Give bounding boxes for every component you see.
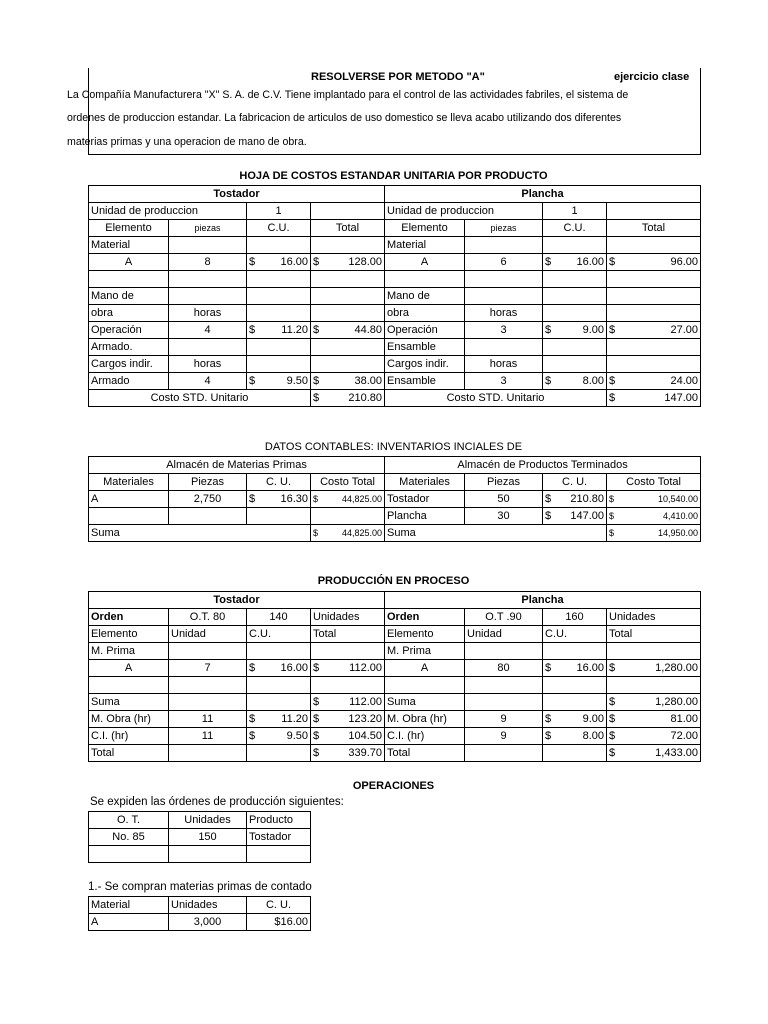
cell-qty: 7 — [169, 660, 247, 677]
cell-qty: 3 — [465, 373, 543, 390]
cell-cu: $ 16.00 — [247, 254, 311, 271]
cell-total: $ 81.00 — [607, 711, 701, 728]
cell-cu: $16.00 — [247, 914, 311, 931]
cell-qty: 50 — [465, 491, 543, 508]
column-header: Total — [311, 626, 385, 643]
units-value: 140 — [247, 609, 311, 626]
section-header: Almacén de Materias Primas — [89, 457, 385, 474]
table-row — [89, 711, 701, 728]
cell-ot: No. 85 — [89, 829, 169, 846]
purchase-table — [88, 896, 311, 931]
column-header: Unidades — [169, 812, 247, 829]
unidad-label: Unidad de produccion — [385, 203, 543, 220]
cell-total: $ 128.00 — [311, 254, 385, 271]
mprima-label: M. Prima — [385, 643, 465, 660]
ot-value: O.T. 80 — [169, 609, 247, 626]
column-header: Materiales — [89, 474, 169, 491]
cell-cu: $ 147.00 — [543, 508, 607, 525]
cell-material: A — [385, 660, 465, 677]
mano-label: obra — [89, 305, 169, 322]
table-row — [89, 660, 701, 677]
cell-total: $ 1,433.00 — [607, 745, 701, 762]
column-header: Unidad — [169, 626, 247, 643]
table-row — [89, 322, 701, 339]
proceso-title: PRODUCCIÓN EN PROCESO — [317, 575, 470, 587]
unidades-label: Unidades — [607, 609, 701, 626]
table-row — [89, 508, 701, 525]
cell-total: $ 112.00 — [311, 660, 385, 677]
mano-label: Mano de — [89, 288, 169, 305]
column-header: piezas — [169, 220, 247, 237]
cell-qty: 11 — [169, 711, 247, 728]
cell-material: A — [89, 914, 169, 931]
cell-operation: Ensamble — [385, 339, 465, 356]
cell-material: A — [385, 254, 465, 271]
cell-qty: 2,750 — [169, 491, 247, 508]
column-header: Material — [89, 897, 169, 914]
suma-label: Suma — [89, 694, 169, 711]
column-header: Elemento — [89, 626, 169, 643]
costo-std-label: Costo STD. Unitario — [385, 390, 607, 407]
product-header: Tostador — [89, 592, 385, 609]
cell-total: $ 72.00 — [607, 728, 701, 745]
inventarios-title: DATOS CONTABLES: INVENTARIOS INCIALES DE — [264, 441, 523, 453]
cell-total: $ 14,950.00 — [607, 525, 701, 542]
orden-label: Orden — [385, 609, 465, 626]
column-header: Costo Total — [607, 474, 701, 491]
product-header: Plancha — [385, 592, 701, 609]
cell-total: $ 96.00 — [607, 254, 701, 271]
exercise-tag: ejercicio clase — [614, 71, 690, 83]
column-header: C.U. — [247, 626, 311, 643]
cell-total: $ 44,825.00 — [311, 491, 385, 508]
horas-label: horas — [465, 356, 543, 373]
cell-cu: $ 16.00 — [543, 660, 607, 677]
column-header: Total — [311, 220, 385, 237]
cell-cu: $ 8.00 — [543, 728, 607, 745]
mano-label: Mano de — [385, 288, 465, 305]
cargos-label: Cargos indir. — [385, 356, 465, 373]
cell-total: $ 1,280.00 — [607, 660, 701, 677]
suma-label: Suma — [385, 694, 465, 711]
cell-total: $ 44.80 — [311, 322, 385, 339]
intro-box — [67, 68, 701, 155]
cell-qty: 11 — [169, 728, 247, 745]
cell-cu: $ 9.00 — [543, 711, 607, 728]
intro-line-1: La Compañía Manufacturera "X" S. A. de C.V. Tiene implantado para el control de las actividades fabriles, el sistema de — [67, 89, 629, 101]
ci-label: C.I. (hr) — [385, 728, 465, 745]
cell-qty: 3 — [465, 322, 543, 339]
mobra-label: M. Obra (hr) — [385, 711, 465, 728]
cell-total: $ 24.00 — [607, 373, 701, 390]
table-row — [89, 373, 701, 390]
total-label: Total — [89, 745, 169, 762]
cell-total: $ 112.00 — [311, 694, 385, 711]
column-header: C.U. — [543, 220, 607, 237]
table-row — [89, 694, 701, 711]
cell-total: $ 1,280.00 — [607, 694, 701, 711]
cell-total: $ 104.50 — [311, 728, 385, 745]
cell-material: Tostador — [385, 491, 465, 508]
cell-cu: $ 16.00 — [543, 254, 607, 271]
horas-label: horas — [169, 356, 247, 373]
column-header: Costo Total — [311, 474, 385, 491]
cell-qty: 30 — [465, 508, 543, 525]
cell-qty: 4 — [169, 322, 247, 339]
total-label: Total — [385, 745, 465, 762]
hoja-title: HOJA DE COSTOS ESTANDAR UNITARIA POR PRODUCTO — [239, 170, 548, 182]
unidades-label: Unidades — [311, 609, 385, 626]
cell-qty: 9 — [465, 711, 543, 728]
cell-product: Tostador — [247, 829, 311, 846]
column-header: O. T. — [89, 812, 169, 829]
mprima-label: M. Prima — [89, 643, 169, 660]
material-label: Material — [89, 237, 169, 254]
cell-material: Plancha — [385, 508, 465, 525]
cell-cu: $ 11.20 — [247, 711, 311, 728]
cell-operation: Ensamble — [385, 373, 465, 390]
column-header: Piezas — [169, 474, 247, 491]
material-label: Material — [385, 237, 465, 254]
orders-table — [88, 811, 311, 863]
product-header: Tostador — [89, 186, 385, 203]
horas-label: horas — [169, 305, 247, 322]
column-header: Elemento — [89, 220, 169, 237]
table-row — [89, 390, 701, 407]
column-header: Unidad — [465, 626, 543, 643]
cell-total: $ 4,410.00 — [607, 508, 701, 525]
units-value: 160 — [543, 609, 607, 626]
cell-total: $ 123.20 — [311, 711, 385, 728]
column-header: Total — [607, 220, 701, 237]
section-header: Almacén de Productos Terminados — [385, 457, 701, 474]
horas-label: horas — [465, 305, 543, 322]
cell-material: A — [89, 254, 169, 271]
cargos-label: Cargos indir. — [89, 356, 169, 373]
cell-cu: $ 8.00 — [543, 373, 607, 390]
cell-operation: Armado. — [89, 339, 169, 356]
cell-total: $ 38.00 — [311, 373, 385, 390]
cell-total: $ 27.00 — [607, 322, 701, 339]
intro-line-2: ordenes de produccion estandar. La fabricacion de articulos de uso domestico se lleva acabo utilizando dos diferentes — [67, 112, 622, 124]
cell-material: A — [89, 491, 169, 508]
cell-cu: $ 16.30 — [247, 491, 311, 508]
table-row — [89, 914, 311, 931]
cell-cu: $ 16.00 — [247, 660, 311, 677]
column-header: Unidades — [169, 897, 247, 914]
unidad-value: 1 — [247, 203, 311, 220]
cell-qty: 8 — [169, 254, 247, 271]
unidad-label: Unidad de produccion — [89, 203, 247, 220]
ci-label: C.I. (hr) — [89, 728, 169, 745]
column-header: Piezas — [465, 474, 543, 491]
table-row — [89, 525, 701, 542]
cell-cu: $ 11.20 — [247, 322, 311, 339]
ot-value: O.T .90 — [465, 609, 543, 626]
costo-std-label: Costo STD. Unitario — [89, 390, 311, 407]
column-header: Materiales — [385, 474, 465, 491]
mano-label: obra — [385, 305, 465, 322]
step-1-text: 1.- Se compran materias primas de contado — [88, 881, 312, 893]
column-header: C.U. — [543, 626, 607, 643]
inventory-table — [88, 456, 701, 542]
cell-total: $ 44,825.00 — [311, 525, 385, 542]
intro-line-3: materias primas y una operacion de mano de obra. — [67, 136, 307, 148]
cell-units: 150 — [169, 829, 247, 846]
column-header: Elemento — [385, 626, 465, 643]
cell-units: 3,000 — [169, 914, 247, 931]
cell-total: $ 339.70 — [311, 745, 385, 762]
cell-qty: 4 — [169, 373, 247, 390]
cell-total: $ 147.00 — [607, 390, 701, 407]
table-row — [89, 728, 701, 745]
operaciones-intro: Se expiden las órdenes de producción siguientes: — [90, 796, 344, 808]
cell-cu: $ 9.50 — [247, 728, 311, 745]
cell-cu: $ 210.80 — [543, 491, 607, 508]
standard-cost-table — [88, 185, 701, 407]
column-header: C. U. — [543, 474, 607, 491]
operaciones-title: OPERACIONES — [352, 780, 435, 792]
wip-table — [88, 591, 701, 762]
column-header: Total — [607, 626, 701, 643]
table-row — [89, 254, 701, 271]
cell-material: A — [89, 660, 169, 677]
cell-qty: 6 — [465, 254, 543, 271]
column-header: C.U. — [247, 220, 311, 237]
orden-label: Orden — [89, 609, 169, 626]
cell-operation: Operación — [385, 322, 465, 339]
cell-cu: $ 9.50 — [247, 373, 311, 390]
mobra-label: M. Obra (hr) — [89, 711, 169, 728]
cell-operation: Operación — [89, 322, 169, 339]
suma-label: Suma — [385, 525, 607, 542]
cell-qty: 80 — [465, 660, 543, 677]
column-header: piezas — [465, 220, 543, 237]
table-row — [89, 745, 701, 762]
cell-cu: $ 9.00 — [543, 322, 607, 339]
column-header: C. U. — [247, 474, 311, 491]
column-header: Producto — [247, 812, 311, 829]
table-row — [89, 829, 311, 846]
cell-qty: 9 — [465, 728, 543, 745]
product-header: Plancha — [385, 186, 701, 203]
suma-label: Suma — [89, 525, 311, 542]
cell-total: $ 210.80 — [311, 390, 385, 407]
page-title: RESOLVERSE POR METODO "A" — [311, 71, 485, 83]
cell-operation: Armado — [89, 373, 169, 390]
unidad-value: 1 — [543, 203, 607, 220]
table-row — [89, 491, 701, 508]
column-header: Elemento — [385, 220, 465, 237]
column-header: C. U. — [247, 897, 311, 914]
cell-total: $ 10,540.00 — [607, 491, 701, 508]
